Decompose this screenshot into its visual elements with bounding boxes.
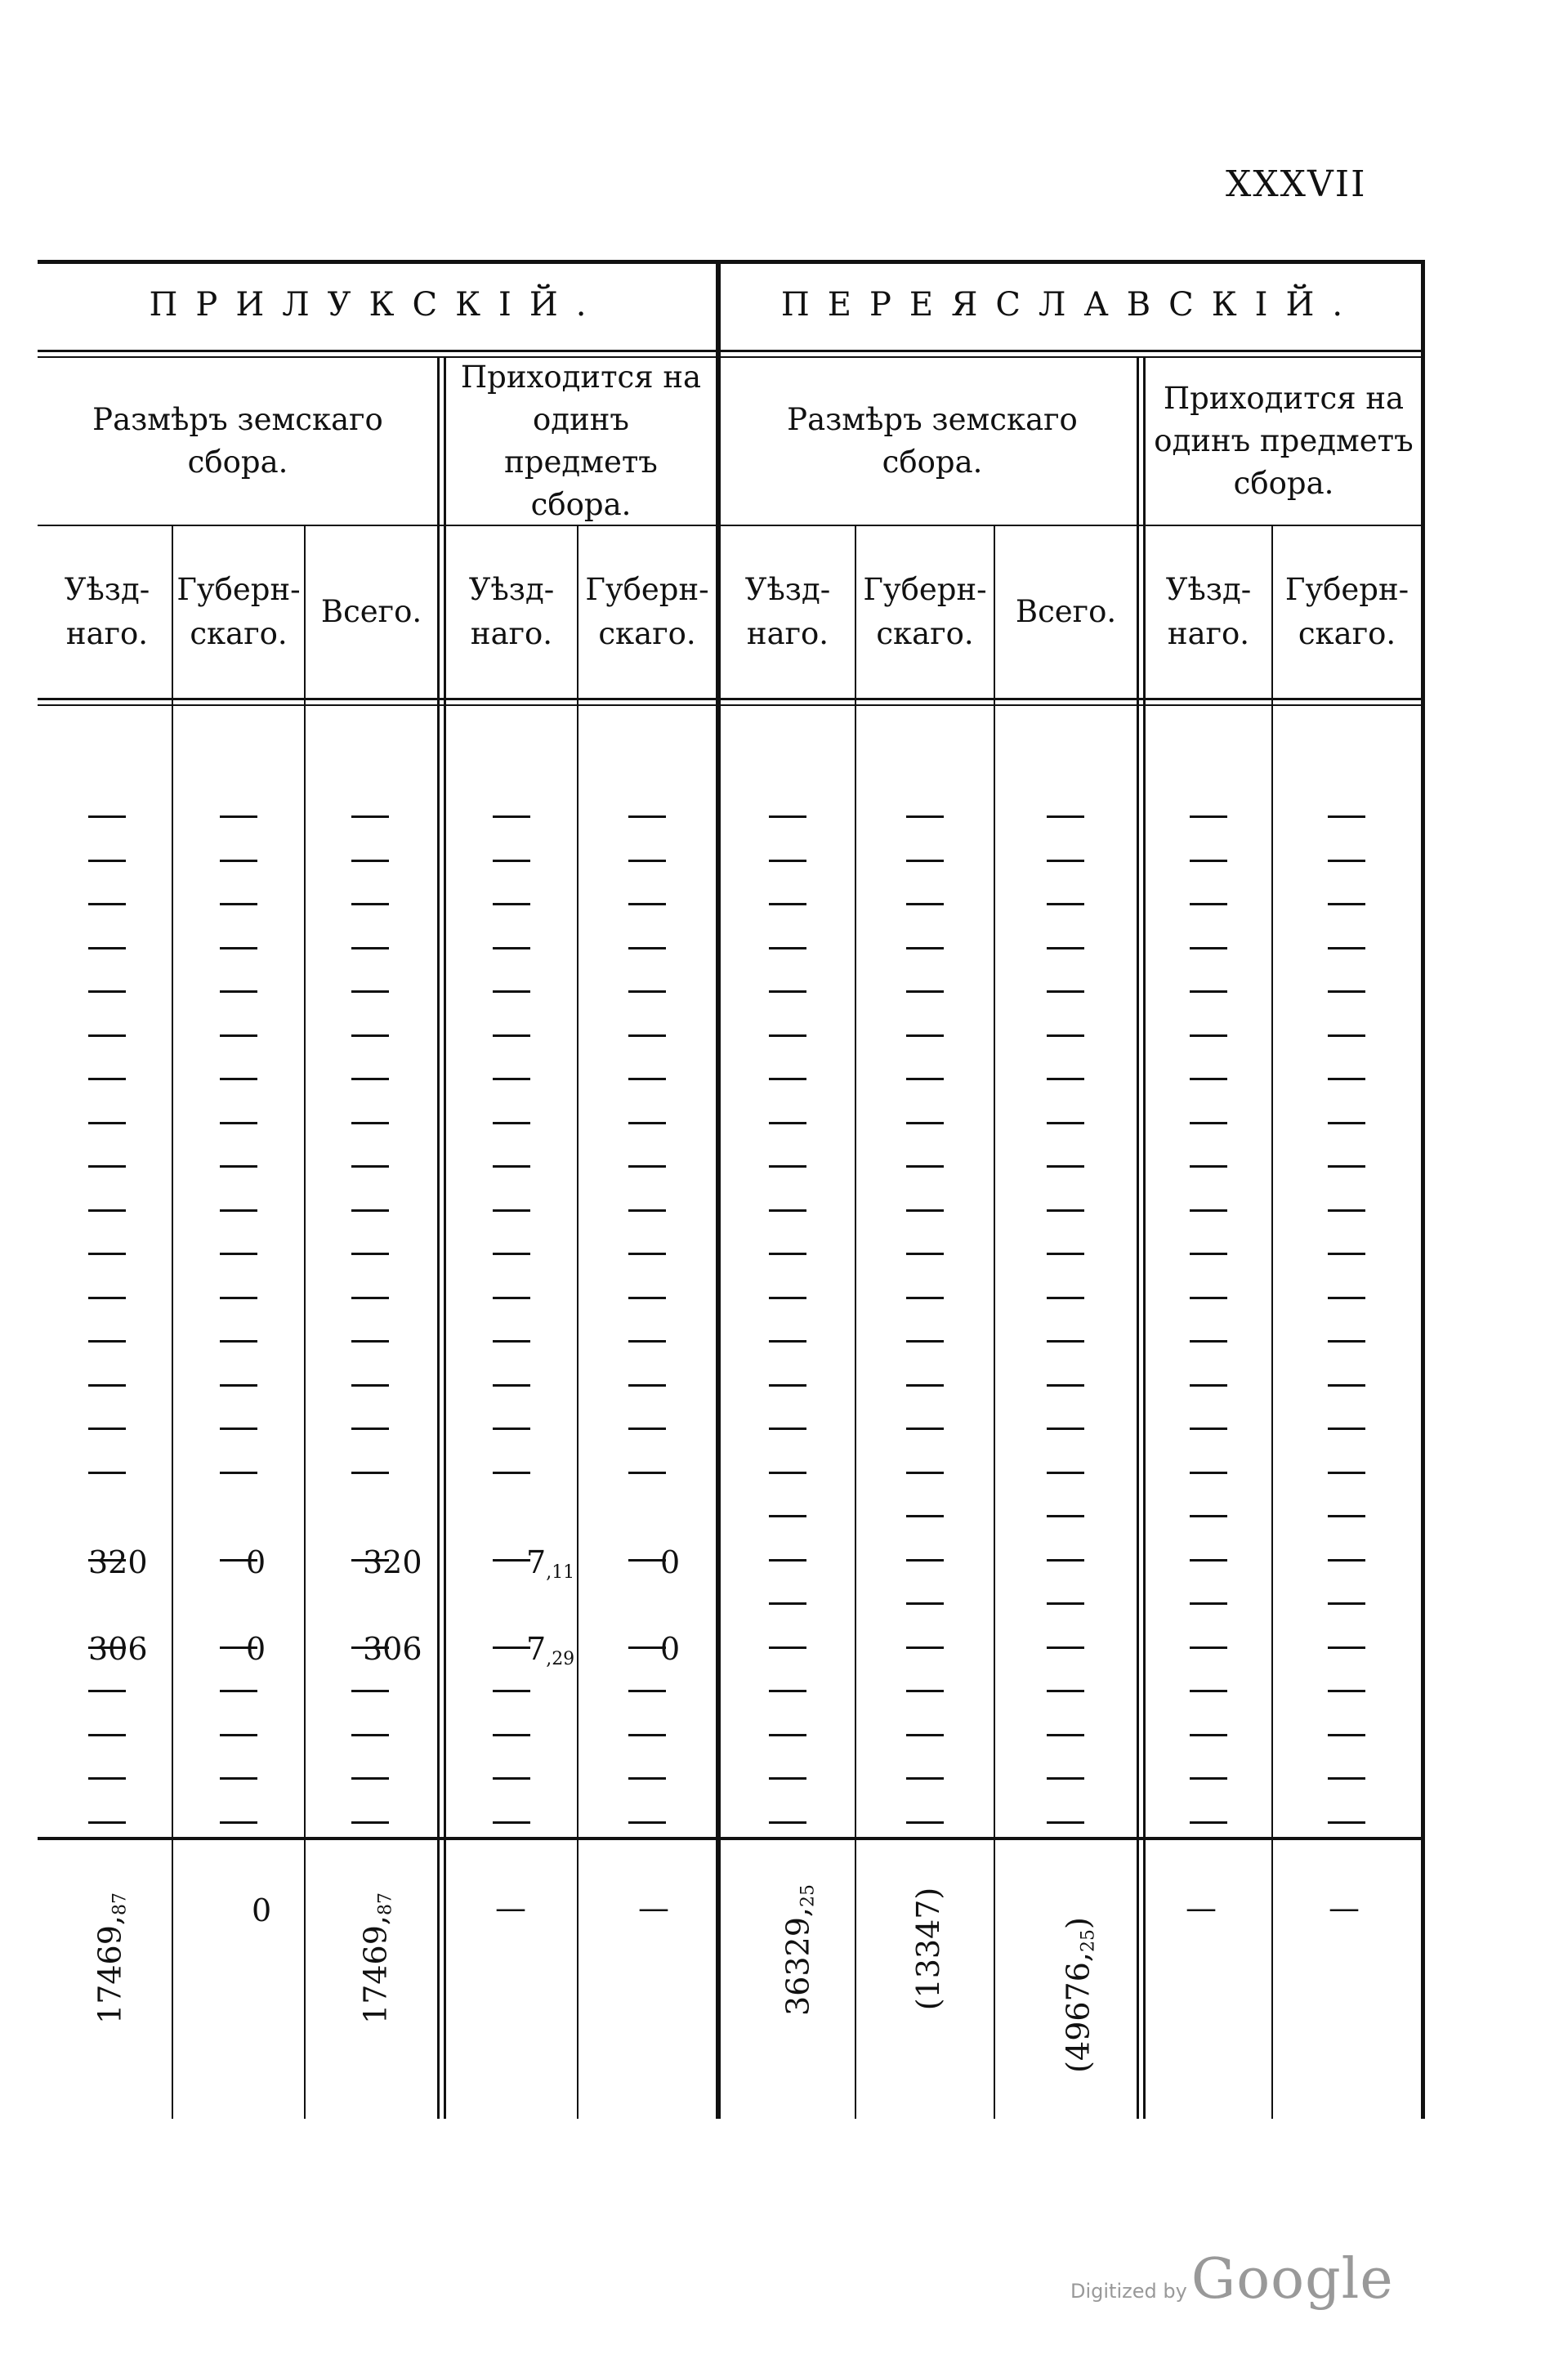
empty-cell-dash [1190, 1034, 1227, 1037]
empty-cell-dash [1190, 1472, 1227, 1474]
empty-cell-dash [906, 947, 944, 949]
empty-cell-dash [493, 1559, 530, 1562]
empty-cell-dash [220, 1428, 257, 1430]
empty-cell-dash [1047, 1734, 1084, 1736]
empty-cell-dash [493, 1777, 530, 1780]
empty-cell-dash [351, 1297, 389, 1299]
empty-cell-dash [628, 1821, 666, 1824]
empty-cell-dash [906, 1209, 944, 1212]
empty-cell-dash [1047, 1515, 1084, 1517]
empty-cell-dash [1047, 903, 1084, 905]
empty-cell-dash [628, 1209, 666, 1212]
empty-cell-dash [351, 1472, 389, 1474]
empty-cell-dash [220, 1340, 257, 1343]
empty-cell-dash [1190, 1777, 1227, 1780]
empty-cell-dash [769, 1165, 806, 1168]
r16-per-uezd: $7_{,11}$ [526, 1544, 575, 1583]
empty-cell-dash [1328, 1602, 1365, 1605]
empty-cell-dash [769, 1472, 806, 1474]
empty-cell-dash [493, 1165, 530, 1168]
empty-cell-dash [1190, 1515, 1227, 1517]
empty-cell-dash [220, 1165, 257, 1168]
r17-per-uezd: $7_{,29}$ [526, 1631, 575, 1669]
empty-cell-dash [906, 1428, 944, 1430]
empty-cell-dash [769, 1384, 806, 1387]
empty-cell-dash [769, 903, 806, 905]
empty-cell-dash [628, 990, 666, 993]
empty-cell-dash [769, 1559, 806, 1562]
empty-cell-dash [1047, 1602, 1084, 1605]
empty-cell-dash [493, 1209, 530, 1212]
empty-cell-dash [220, 903, 257, 905]
empty-cell-dash [1047, 1078, 1084, 1080]
empty-cell-dash [1047, 1690, 1084, 1692]
empty-cell-dash [1047, 860, 1084, 862]
empty-cell-dash [906, 1340, 944, 1343]
r17-uezd: 306 [88, 1631, 148, 1667]
empty-cell-dash [628, 947, 666, 949]
empty-cell-dash [88, 1690, 126, 1692]
empty-cell-dash [628, 903, 666, 905]
empty-cell-dash [220, 947, 257, 949]
empty-cell-dash [1328, 1646, 1365, 1649]
empty-cell-dash [906, 1821, 944, 1824]
empty-cell-dash [351, 1690, 389, 1692]
empty-cell-dash [351, 1428, 389, 1430]
empty-cell-dash [493, 1034, 530, 1037]
empty-cell-dash [493, 947, 530, 949]
empty-cell-dash [1190, 1821, 1227, 1824]
r17-vsego: 306 [363, 1631, 422, 1667]
empty-cell-dash [769, 860, 806, 862]
empty-cell-dash [1190, 1384, 1227, 1387]
col-per-uezd-1: Уѣзд-наго. [468, 572, 555, 651]
empty-cell-dash [351, 903, 389, 905]
col-uezd-1: Уѣзд-наго. [64, 572, 150, 651]
empty-cell-dash [220, 1297, 257, 1299]
empty-cell-dash [628, 1078, 666, 1080]
empty-cell-dash [493, 1646, 530, 1649]
total-pereyaslav-uezd-frac: 25 [797, 1884, 819, 1908]
empty-cell-dash [1190, 1559, 1227, 1562]
empty-cell-dash [1328, 1515, 1365, 1517]
google-watermark [1070, 2247, 1394, 2312]
r17-gubern: 0 [246, 1631, 266, 1667]
empty-cell-dash [351, 1777, 389, 1780]
col-per-gubern-2: Губерн-скаго. [1284, 572, 1409, 651]
empty-cell-dash [220, 1384, 257, 1387]
empty-cell-dash [1190, 1209, 1227, 1212]
empty-cell-dash [88, 990, 126, 993]
empty-cell-dash [493, 1472, 530, 1474]
empty-cell-dash [1190, 1297, 1227, 1299]
empty-cell-dash [769, 1034, 806, 1037]
empty-cell-dash [88, 860, 126, 862]
empty-cell-dash [1047, 1821, 1084, 1824]
empty-cell-dash [628, 1384, 666, 1387]
total-pereyaslav-vsego [1061, 1889, 1099, 2102]
empty-cell-dash [1190, 990, 1227, 993]
empty-cell-dash [1328, 990, 1365, 993]
empty-cell-dash [769, 1253, 806, 1255]
empty-cell-dash [906, 1515, 944, 1517]
empty-cell-dash [906, 1777, 944, 1780]
empty-cell-dash [220, 1253, 257, 1255]
empty-cell-dash [906, 860, 944, 862]
empty-cell-dash [1328, 1340, 1365, 1343]
google-logo: Google [1191, 2247, 1394, 2312]
total-priluki-vsego-frac: 87 [375, 1892, 396, 1916]
col-per-gubern-1: Губерн-скаго. [585, 572, 709, 651]
empty-cell-dash [1047, 1165, 1084, 1168]
empty-cell-dash [769, 990, 806, 993]
empty-cell-dash [906, 1078, 944, 1080]
empty-cell-dash [628, 860, 666, 862]
empty-cell-dash [493, 1690, 530, 1692]
empty-cell-dash [628, 1165, 666, 1168]
empty-cell-dash [628, 815, 666, 818]
empty-cell-dash [88, 1209, 126, 1212]
empty-cell-dash [1047, 1428, 1084, 1430]
empty-cell-dash [88, 1297, 126, 1299]
col-uezd-2: Уѣзд-наго. [744, 572, 831, 651]
total-priluki-gubern: 0 [252, 1892, 272, 1928]
empty-cell-dash [351, 1209, 389, 1212]
empty-cell-dash [906, 1297, 944, 1299]
empty-cell-dash [220, 1821, 257, 1824]
total-pereyaslav-gubern: (13347) [910, 1887, 946, 2011]
total-pereyaslav-uezd-int: 36329, [780, 1907, 816, 2016]
statistics-table [38, 260, 1425, 2119]
empty-cell-dash [1328, 1821, 1365, 1824]
group-per-item-2: Приходится на одинъ предметъ сбора. [1154, 381, 1414, 501]
col-gubern-2: Губерн-скаго. [863, 572, 987, 651]
empty-cell-dash [1190, 815, 1227, 818]
total-pereyaslav-vsego-int: (49676, [1060, 1952, 1097, 2073]
total-priluki-per-gubern: — [638, 1890, 669, 1926]
empty-cell-dash [1047, 1297, 1084, 1299]
empty-cell-dash [220, 990, 257, 993]
empty-cell-dash [1047, 1253, 1084, 1255]
empty-cell-dash [906, 990, 944, 993]
empty-cell-dash [351, 1122, 389, 1124]
r16-gubern: 0 [246, 1544, 266, 1580]
empty-cell-dash [493, 860, 530, 862]
empty-cell-dash [351, 815, 389, 818]
total-priluki-uezd-int: 17469, [92, 1915, 128, 2024]
r16-per-uezd-int: 7 [526, 1544, 547, 1580]
empty-cell-dash [906, 1034, 944, 1037]
empty-cell-dash [769, 1078, 806, 1080]
empty-cell-dash [220, 1690, 257, 1692]
empty-cell-dash [88, 1122, 126, 1124]
empty-cell-dash [769, 1122, 806, 1124]
empty-cell-dash [351, 1034, 389, 1037]
empty-cell-dash [1047, 1209, 1084, 1212]
empty-cell-dash [88, 1034, 126, 1037]
empty-cell-dash [1047, 947, 1084, 949]
empty-cell-dash [1190, 1078, 1227, 1080]
empty-cell-dash [769, 1515, 806, 1517]
empty-cell-dash [628, 1472, 666, 1474]
empty-cell-dash [1328, 1078, 1365, 1080]
empty-cell-dash [351, 1078, 389, 1080]
empty-cell-dash [906, 815, 944, 818]
empty-cell-dash [88, 1078, 126, 1080]
empty-cell-dash [220, 1777, 257, 1780]
empty-cell-dash [906, 1646, 944, 1649]
col-gubern-1: Губерн-скаго. [176, 572, 301, 651]
empty-cell-dash [1047, 990, 1084, 993]
empty-cell-dash [769, 1340, 806, 1343]
empty-cell-dash [628, 1122, 666, 1124]
empty-cell-dash [1047, 815, 1084, 818]
empty-cell-dash [628, 1340, 666, 1343]
empty-cell-dash [906, 1122, 944, 1124]
empty-cell-dash [351, 1384, 389, 1387]
empty-cell-dash [769, 1602, 806, 1605]
empty-cell-dash [351, 947, 389, 949]
empty-cell-dash [1190, 860, 1227, 862]
empty-cell-dash [1047, 1777, 1084, 1780]
empty-cell-dash [493, 1734, 530, 1736]
empty-cell-dash [493, 1428, 530, 1430]
empty-cell-dash [1328, 1253, 1365, 1255]
empty-cell-dash [1328, 947, 1365, 949]
empty-cell-dash [493, 1122, 530, 1124]
digitized-by-text: Digitized by [1070, 2280, 1187, 2303]
empty-cell-dash [1328, 1297, 1365, 1299]
empty-cell-dash [769, 815, 806, 818]
empty-cell-dash [906, 903, 944, 905]
total-pereyaslav-per-uezd: — [1186, 1890, 1217, 1926]
empty-cell-dash [628, 1428, 666, 1430]
col-vsego-1: Всего. [320, 594, 422, 629]
empty-cell-dash [220, 1209, 257, 1212]
r16-vsego: 320 [363, 1544, 422, 1580]
col-vsego-2: Всего. [1015, 594, 1117, 629]
total-pereyaslav-per-gubern: — [1329, 1890, 1360, 1926]
empty-cell-dash [769, 947, 806, 949]
group-per-item-1: Приходится на одинъ предметъ сбора. [460, 360, 702, 522]
empty-cell-dash [1190, 947, 1227, 949]
empty-cell-dash [906, 1472, 944, 1474]
empty-cell-dash [628, 1253, 666, 1255]
empty-cell-dash [88, 1472, 126, 1474]
empty-cell-dash [88, 1340, 126, 1343]
empty-cell-dash [1047, 1034, 1084, 1037]
empty-cell-dash [1328, 1559, 1365, 1562]
empty-cell-dash [351, 860, 389, 862]
empty-cell-dash [906, 1734, 944, 1736]
empty-cell-dash [906, 1384, 944, 1387]
empty-cell-dash [1328, 860, 1365, 862]
total-priluki-uezd-frac: 87 [109, 1892, 131, 1916]
empty-cell-dash [88, 1384, 126, 1387]
empty-cell-dash [1328, 1472, 1365, 1474]
empty-cell-dash [906, 1602, 944, 1605]
empty-cell-dash [769, 1821, 806, 1824]
empty-cell-dash [906, 1559, 944, 1562]
group-size-1: Размѣръ земскаго сбора. [92, 402, 383, 480]
r17-per-gubern: 0 [660, 1631, 681, 1667]
empty-cell-dash [493, 990, 530, 993]
empty-cell-dash [220, 1078, 257, 1080]
empty-cell-dash [769, 1297, 806, 1299]
empty-cell-dash [351, 1165, 389, 1168]
empty-cell-dash [628, 1690, 666, 1692]
empty-cell-dash [88, 1428, 126, 1430]
empty-cell-dash [906, 1165, 944, 1168]
empty-cell-dash [628, 1734, 666, 1736]
empty-cell-dash [1047, 1340, 1084, 1343]
empty-cell-dash [220, 1034, 257, 1037]
district-priluki: ПРИЛУКСКІЙ. [149, 286, 605, 324]
empty-cell-dash [1328, 1209, 1365, 1212]
empty-cell-dash [88, 1777, 126, 1780]
empty-cell-dash [1190, 1122, 1227, 1124]
group-size-2: Размѣръ земскаго сбора. [787, 402, 1078, 480]
empty-cell-dash [493, 1078, 530, 1080]
empty-cell-dash [88, 1734, 126, 1736]
r16-per-gubern: 0 [660, 1544, 681, 1580]
empty-cell-dash [1190, 1428, 1227, 1430]
total-pereyaslav-vsego-frac: 25 [1078, 1929, 1099, 1953]
empty-cell-dash [1190, 1602, 1227, 1605]
empty-cell-dash [1047, 1384, 1084, 1387]
empty-cell-dash [351, 1734, 389, 1736]
empty-cell-dash [88, 815, 126, 818]
empty-cell-dash [88, 1821, 126, 1824]
empty-cell-dash [493, 903, 530, 905]
empty-cell-dash [1328, 1122, 1365, 1124]
r17-per-uezd-frac: 29 [552, 1649, 575, 1669]
empty-cell-dash [906, 1690, 944, 1692]
empty-cell-dash [220, 1472, 257, 1474]
empty-cell-dash [769, 1646, 806, 1649]
empty-cell-dash [493, 1297, 530, 1299]
empty-cell-dash [88, 1253, 126, 1255]
empty-cell-dash [493, 1821, 530, 1824]
empty-cell-dash [493, 815, 530, 818]
r17-per-uezd-int: 7 [526, 1631, 547, 1667]
empty-cell-dash [628, 1034, 666, 1037]
empty-cell-dash [493, 1253, 530, 1255]
empty-cell-dash [906, 1253, 944, 1255]
empty-cell-dash [88, 1165, 126, 1168]
empty-cell-dash [1190, 903, 1227, 905]
empty-cell-dash [1047, 1559, 1084, 1562]
empty-cell-dash [88, 947, 126, 949]
empty-cell-dash [351, 1253, 389, 1255]
empty-cell-dash [351, 990, 389, 993]
total-priluki-per-uezd: — [495, 1890, 526, 1926]
empty-cell-dash [769, 1777, 806, 1780]
empty-cell-dash [88, 903, 126, 905]
empty-cell-dash [1190, 1690, 1227, 1692]
total-pereyaslav-uezd [780, 1861, 819, 2040]
empty-cell-dash [1328, 815, 1365, 818]
empty-cell-dash [220, 1734, 257, 1736]
district-pereyaslav: ПЕРЕЯСЛАВСКІЙ. [780, 286, 1361, 324]
total-priluki-uezd [92, 1869, 131, 2049]
empty-cell-dash [493, 1384, 530, 1387]
empty-cell-dash [1328, 1690, 1365, 1692]
empty-cell-dash [1190, 1165, 1227, 1168]
empty-cell-dash [1190, 1646, 1227, 1649]
empty-cell-dash [1047, 1472, 1084, 1474]
total-priluki-vsego [358, 1869, 396, 2049]
empty-cell-dash [220, 1122, 257, 1124]
col-per-uezd-2: Уѣзд-наго. [1165, 572, 1252, 651]
empty-cell-dash [1190, 1734, 1227, 1736]
empty-cell-dash [351, 1340, 389, 1343]
empty-cell-dash [628, 1777, 666, 1780]
r16-per-uezd-frac: 11 [552, 1562, 575, 1583]
empty-cell-dash [220, 860, 257, 862]
empty-cell-dash [1328, 1734, 1365, 1736]
empty-cell-dash [1190, 1340, 1227, 1343]
empty-cell-dash [1328, 1777, 1365, 1780]
empty-cell-dash [1328, 1384, 1365, 1387]
empty-cell-dash [351, 1821, 389, 1824]
empty-cell-dash [769, 1690, 806, 1692]
empty-cell-dash [1047, 1122, 1084, 1124]
empty-cell-dash [769, 1428, 806, 1430]
empty-cell-dash [1328, 1165, 1365, 1168]
r16-uezd: 320 [88, 1544, 148, 1580]
empty-cell-dash [769, 1209, 806, 1212]
empty-cell-dash [1328, 1034, 1365, 1037]
empty-cell-dash [1190, 1253, 1227, 1255]
total-priluki-vsego-int: 17469, [357, 1915, 394, 2024]
empty-cell-dash [628, 1297, 666, 1299]
empty-cell-dash [1328, 903, 1365, 905]
empty-cell-dash [1328, 1428, 1365, 1430]
empty-cell-dash [1047, 1646, 1084, 1649]
page-number: XXXVII [1226, 163, 1367, 205]
total-pereyaslav-vsego-close: ) [1060, 1917, 1097, 1930]
empty-cell-dash [220, 815, 257, 818]
empty-cell-dash [493, 1340, 530, 1343]
empty-cell-dash [769, 1734, 806, 1736]
